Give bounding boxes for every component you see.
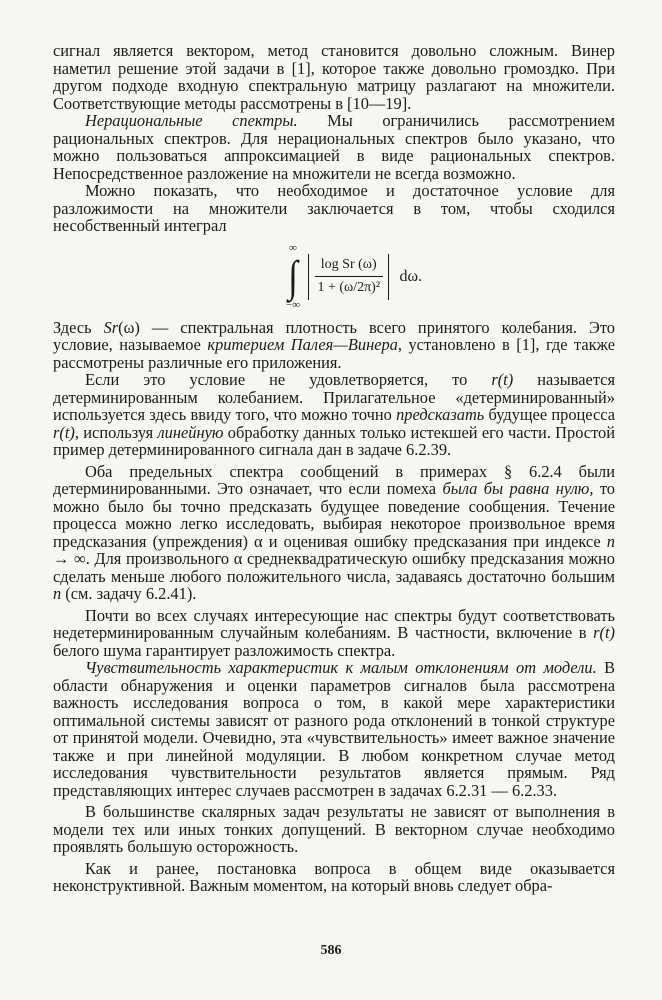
text-run: то можно было бы точно предсказать будущее поведение сообщения. Течение процесса можно легко исследовать, выбирая некоторое произвольное время предсказания (упреждения) α и оценивая ошибку предсказания при индексе — [53, 479, 615, 551]
lower-limit: −∞ — [286, 298, 301, 311]
text-run: Здесь — [53, 317, 104, 337]
italic-text: r(t) — [593, 623, 615, 642]
differential: dω. — [399, 267, 422, 285]
text-after-formula — [53, 319, 615, 895]
text-run: (см. задачу 6.2.41). — [61, 584, 197, 603]
italic-text: была бы равна нулю, — [442, 479, 594, 498]
text-run: Мы ограничились рассмотрением рациональных спектров. Для нерациональных спектров было указано, что можно пользоваться аппроксимацией в виде рациональных спектров. Непосредственное разложение на множители не всегда возможно. — [53, 111, 615, 183]
absolute-value — [304, 254, 393, 300]
text-run: Почти во всех случаях интересующие нас спектры будут соответствовать недетерминированным случайным колебаниям. В частности, включение в — [53, 605, 615, 642]
page-number: 586 — [320, 943, 342, 958]
integral-sign: ∫ — [288, 251, 298, 301]
paragraph-p7 — [53, 607, 615, 660]
text-run: обработку данных только истекшей его части. Простой пример детерминированного сигнала дан в задаче 6.2.39. — [53, 422, 615, 459]
text-run: В большинстве скалярных задач результаты не зависят от выполнения в модели тех или иных тонких допущений. В векторном случае необходимо проявлять большую осторожность. — [53, 802, 615, 856]
italic-text: линейную — [157, 422, 224, 442]
italic-text: предсказать — [396, 405, 485, 424]
italic-text: Чувствительность характеристик к малым отклонениям от модели. — [85, 658, 597, 677]
text-run: установлено в [1], где также рассмотрены различные его приложения. — [53, 335, 615, 372]
integral — [286, 243, 300, 311]
denominator: 1 + (ω/2π)² — [317, 280, 381, 295]
text-run: , используя — [74, 422, 158, 442]
numerator: log Sr (ω) — [315, 256, 383, 277]
paragraph-p9 — [53, 803, 615, 856]
text-run: В области обнаружения и оценки параметров сигналов была рассмотрена важность исследования вопроса о том, в какой мере характеристики оптимальной системы зависят от разного рода отклонений в тонкой структуре от принятой модели. Очевидно, эта «чувствительность» имеет важное значение также и при линейной модуляции. В любом конкретном случае метод исследования чувствительности результатов является прямым. Ряд представляющих интерес случаев рассмотрен в задачах 6.2.31 — 6.2.33. — [53, 658, 616, 800]
italic-text: Sr — [103, 317, 119, 337]
text-run: сигнал является вектором, метод становится довольно сложным. Винер наметил решение этой задачи в [1], которое также довольно громоздко. При другом подходе входную спектральную матрицу разлагают на множители. Соответствующие методы рассмотрены в [10—19]. — [53, 41, 615, 113]
italic-text: n — [53, 584, 62, 603]
paragraph-p5 — [53, 371, 615, 459]
text-run: белого шума гарантирует разложимость спектра. — [53, 640, 396, 660]
paragraph-p10 — [53, 860, 615, 895]
text-run: Можно показать, что необходимое и достаточное условие для разложимости на множители заключается в том, чтобы сходился несобственный интеграл — [53, 181, 615, 235]
text-run: называется детерминированным колебанием. Прилагательное «детерминированный» используется здесь ввиду того, что можно точно — [53, 370, 615, 424]
text-run: будущее процесса — [484, 405, 615, 424]
integral-formula — [93, 237, 615, 317]
italic-text: Нерациональные спектры. — [85, 111, 298, 130]
paragraph-p8 — [53, 659, 615, 799]
paragraph-p6 — [53, 463, 615, 603]
text-run: → ∞. Для произвольного α среднеквадратическую ошибку предсказания можно сделать меньше любого положительного числа, задаваясь достаточно большим — [53, 549, 615, 586]
italic-text: r(t) — [491, 370, 514, 389]
paragraph-p2 — [53, 112, 615, 182]
italic-text: r(t) — [53, 422, 75, 442]
text-run: Если это условие не удовлетворяется, то — [85, 370, 492, 389]
italic-text: n — [606, 531, 615, 551]
fraction — [313, 256, 384, 297]
text-run: Оба предельных спектра сообщений в примерах § 6.2.4 были детерминированными. Это означает, что если помеха — [53, 461, 615, 498]
text-before-formula — [53, 42, 615, 235]
body-text — [53, 42, 615, 895]
abs-bar-left — [308, 254, 309, 300]
text-run: Как и ранее, постановка вопроса в общем виде оказывается неконструктивной. Важным моментом, на который вновь следует обра- — [53, 858, 615, 895]
text-run: (ω) — спектральная плотность всего принятого колебания. Это условие, называемое — [53, 317, 615, 354]
abs-bar-right — [388, 254, 389, 300]
paragraph-p4 — [53, 319, 615, 372]
italic-text: критерием Палея—Винера, — [207, 335, 402, 354]
paragraph-p3 — [53, 182, 615, 235]
upper-limit: ∞ — [289, 241, 297, 254]
paragraph-p1 — [53, 42, 615, 112]
